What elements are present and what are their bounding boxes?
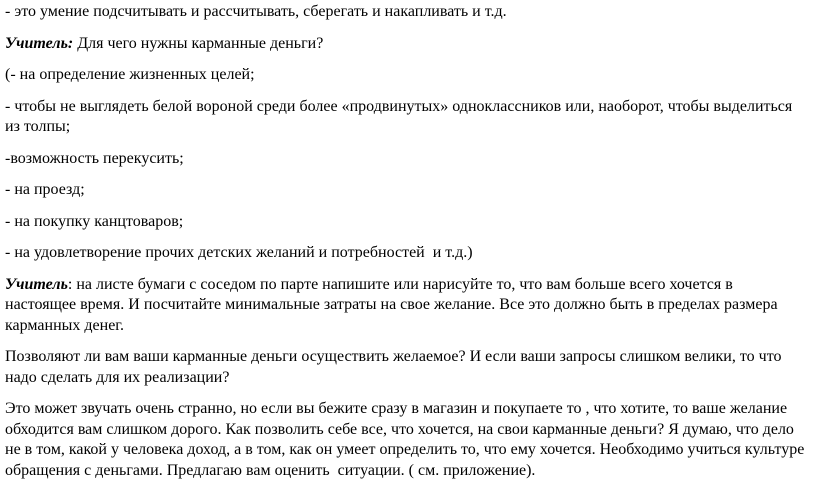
paragraph — [5, 149, 806, 170]
paragraph — [5, 243, 806, 264]
text-run: -возможность перекусить; — [5, 149, 184, 167]
text-run: Позволяют ли вам ваши карманные деньги осуществить желаемое? И если ваши запросы слишком велики, то что надо сделать для их реализации? — [5, 348, 786, 386]
text-run: - на проезд; — [5, 181, 85, 198]
text-run: - на покупку канцтоваров; — [5, 212, 184, 230]
text-run: - это умение подсчитывать и рассчитывать, сберегать и накапливать и т.д. — [5, 3, 507, 20]
text-run: - чтобы не выглядеть белой вороной среди более «продвинутых» одноклассников или, наоборот, чтобы выделиться из толпы; — [5, 97, 797, 135]
paragraph — [5, 97, 806, 138]
paragraph — [5, 180, 806, 201]
text-run: : на листе бумаги с соседом по парте напишите или нарисуйте то, что вам больше всего хочется в настоящее время. И посчитайте минимальные затраты на свое желание. Все это должно быть в пределах размера карманных денег. — [5, 275, 782, 334]
paragraph — [5, 65, 806, 86]
paragraph — [5, 347, 806, 388]
text-run: - на удовлетворение прочих детских желаний и потребностей и т.д.) — [5, 244, 473, 261]
speaker-label: Учитель — [5, 275, 68, 293]
paragraph — [5, 275, 806, 337]
paragraph — [5, 34, 806, 55]
paragraph — [5, 399, 809, 481]
document-body — [5, 2, 809, 481]
paragraph — [5, 212, 806, 233]
text-run: (- на определение жизненных целей; — [5, 66, 255, 83]
speaker-label: Учитель: — [5, 34, 78, 52]
text-run: Это может звучать очень странно, но если вы бежите сразу в магазин и покупаете то , что хотите, то ваше желание обходится вам слишком дорого. Как позволить себе все, что хочется, на свои карманные деньги? Я думаю, что дело не в том, какой у человека доход, а в том, как он умеет определить то, что ему хочется. Необходимо учиться культуре обращения с деньгами. Предлагаю вам оценить ситуации. ( см. приложение). — [5, 400, 809, 479]
text-run: Для чего нужны карманные деньги? — [77, 34, 324, 52]
paragraph — [5, 2, 806, 23]
